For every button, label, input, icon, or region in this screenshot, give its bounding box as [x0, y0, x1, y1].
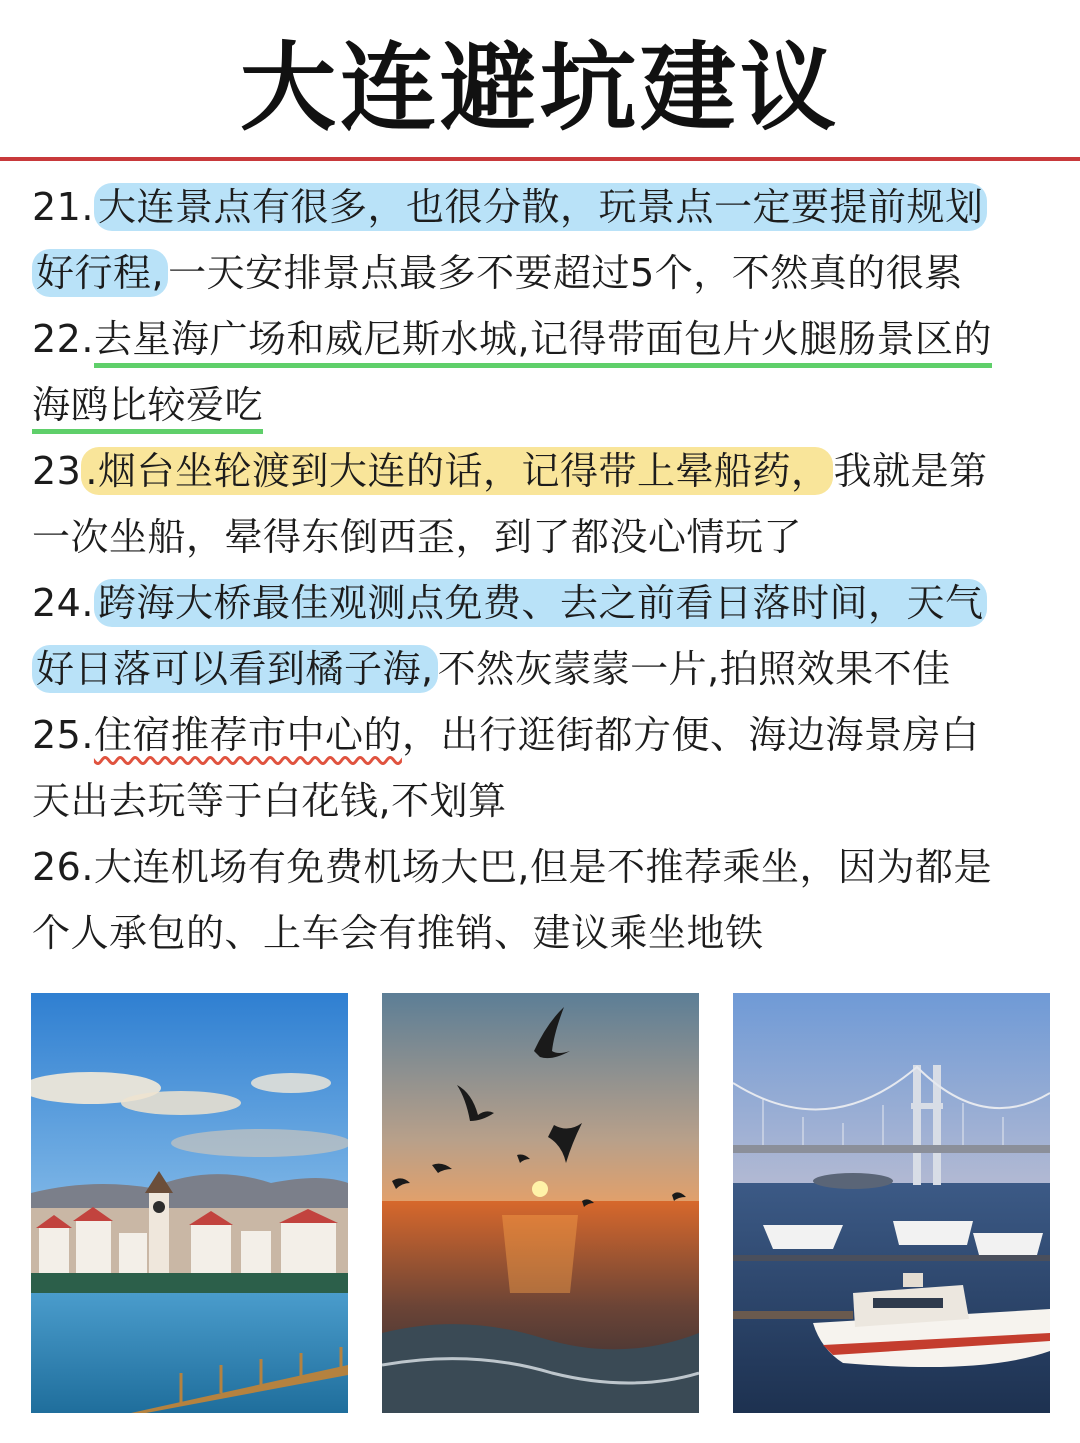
tip-line [32, 834, 1062, 900]
page-title: 大连避坑建议 [240, 32, 840, 144]
tip-text: 天出去玩等于白花钱,不划算 [32, 779, 507, 823]
tip-text: 21. [32, 185, 94, 229]
tip-text: 我就是第 [833, 449, 988, 493]
tip-text: 23 [32, 449, 82, 493]
highlighted-text: 海鸥比较爱吃 [32, 383, 263, 434]
highlighted-text: 好日落可以看到橘子海, [32, 645, 438, 693]
tip-item [32, 174, 1062, 306]
tip-line [32, 240, 1062, 306]
tip-text: 一次坐船，晕得东倒西歪，到了都没心情玩了 [32, 515, 803, 559]
tip-item [32, 438, 1062, 570]
tip-text: 24. [32, 581, 94, 625]
tip-text: 22. [32, 317, 94, 361]
tip-line [32, 768, 1062, 834]
photo-strip [31, 993, 1049, 1413]
highlighted-text: 跨海大桥最佳观测点免费、去之前看日落时间，天气 [94, 579, 988, 627]
tip-item [32, 306, 1062, 438]
tip-line [32, 438, 1062, 504]
tip-text: 25. [32, 713, 94, 757]
tip-text: 不然灰蒙蒙一片,拍照效果不佳 [437, 647, 951, 691]
title-divider [0, 157, 1080, 161]
highlighted-text: .烟台坐轮渡到大连的话，记得带上晕船药， [81, 447, 833, 495]
tip-line [32, 702, 1062, 768]
highlighted-text: 住宿推荐市中心的 [93, 713, 402, 757]
tip-line [32, 504, 1062, 570]
tips-list [32, 174, 1062, 966]
tip-line [32, 174, 1062, 240]
bridge-marina-photo [733, 993, 1050, 1413]
sunset-seagulls-photo [382, 993, 699, 1413]
highlighted-text: 大连景点有很多，也很分散，玩景点一定要提前规划 [94, 183, 988, 231]
tip-item [32, 570, 1062, 702]
tip-item [32, 834, 1062, 966]
tip-line [32, 306, 1062, 372]
tip-text: 26.大连机场有免费机场大巴,但是不推荐乘坐，因为都是 [32, 845, 993, 889]
coastal-town-photo [31, 993, 348, 1413]
highlighted-text: 去星海广场和威尼斯水城,记得带面包片火腿肠景区的 [94, 317, 992, 368]
tip-line [32, 636, 1062, 702]
tip-item [32, 702, 1062, 834]
tip-line [32, 900, 1062, 966]
tip-text: 个人承包的、上车会有推销、建议乘坐地铁 [32, 911, 764, 955]
highlighted-text: 好行程, [32, 249, 168, 297]
tip-text: 一天安排景点最多不要超过5个，不然真的很累 [168, 251, 963, 295]
tip-line [32, 372, 1062, 438]
tip-line [32, 570, 1062, 636]
tip-text: ，出行逛街都方便、海边海景房白 [401, 713, 980, 757]
